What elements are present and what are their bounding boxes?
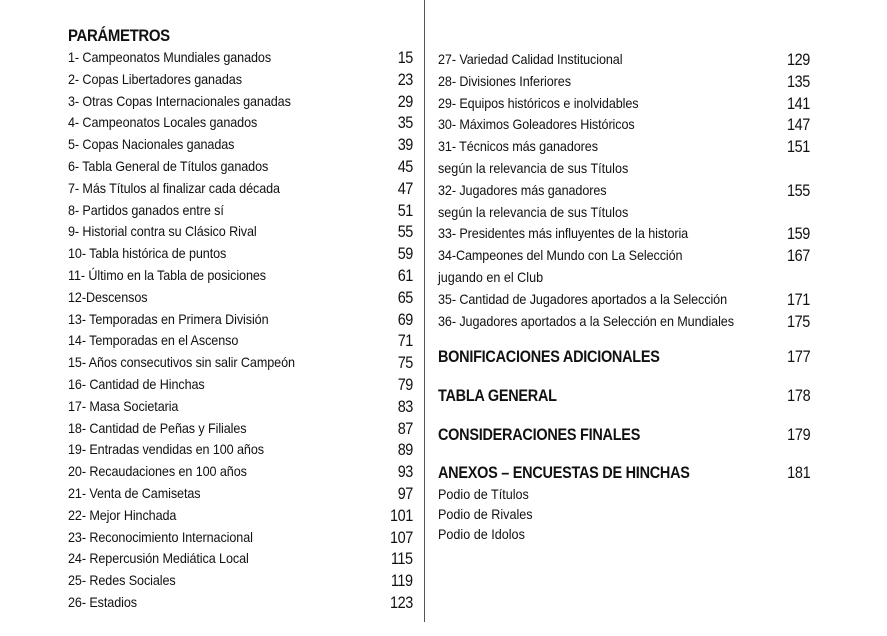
page-number: 65 <box>397 287 413 307</box>
index-entry <box>68 112 413 134</box>
entry-label: 14- Temporadas en el Ascenso <box>68 332 239 349</box>
page-number: 141 <box>787 93 810 113</box>
page-number: 155 <box>787 180 810 200</box>
page-number: 89 <box>397 440 413 460</box>
entry-label: 11- Último en la Tabla de posiciones <box>68 266 267 283</box>
index-entry <box>68 47 413 69</box>
index-entry <box>68 134 413 156</box>
entry-label: 32- Jugadores más ganadores <box>438 181 607 198</box>
index-entry <box>438 311 810 333</box>
entry-label: 9- Historial contra su Clásico Rival <box>68 223 257 240</box>
section-consideraciones <box>438 424 810 446</box>
entry-label: 5- Copas Nacionales ganadas <box>68 136 235 153</box>
entry-label: 23- Reconocimiento Internacional <box>68 528 253 545</box>
left-index-list <box>68 47 413 614</box>
page-number: 159 <box>787 224 810 244</box>
index-entry <box>438 180 810 202</box>
entry-label: 6- Tabla General de Títulos ganados <box>68 157 269 174</box>
continuation-text: jugando en el Club <box>438 268 544 285</box>
entry-label: 15- Años consecutivos sin salir Campeón <box>68 354 295 371</box>
index-entry <box>68 287 413 309</box>
page-number: 79 <box>397 374 413 394</box>
index-entry <box>68 200 413 222</box>
page-number: 35 <box>397 113 413 133</box>
page-number: 151 <box>787 137 810 157</box>
index-entry <box>68 265 413 287</box>
page-number: 119 <box>391 571 413 591</box>
page-number: 178 <box>786 386 810 406</box>
entry-label: 8- Partidos ganados entre sí <box>68 201 224 218</box>
entry-label: 18- Cantidad de Peñas y Filiales <box>68 419 247 436</box>
page-number: 97 <box>397 483 413 503</box>
page-number: 61 <box>397 265 413 285</box>
entry-label: 24- Repercusión Mediática Local <box>68 550 249 567</box>
page-number: 115 <box>391 549 413 569</box>
page-number: 147 <box>787 115 810 135</box>
index-entry <box>68 483 413 505</box>
index-entry <box>68 527 413 549</box>
page-number: 101 <box>390 505 413 525</box>
entry-label: 28- Divisiones Inferiores <box>438 72 571 89</box>
index-entry <box>68 330 413 352</box>
entry-label: 19- Entradas vendidas en 100 años <box>68 441 264 458</box>
entry-label: 31- Técnicos más ganadores <box>438 138 598 155</box>
page-number: 47 <box>397 178 413 198</box>
entry-label: 30- Máximos Goleadores Históricos <box>438 116 635 133</box>
index-entry <box>438 223 810 245</box>
index-entry <box>438 93 810 115</box>
page-number: 51 <box>397 200 413 220</box>
index-entry <box>68 396 413 418</box>
entry-label: 27- Variedad Calidad Institucional <box>438 51 623 67</box>
page-number: 171 <box>787 289 810 309</box>
page-number: 45 <box>397 156 413 176</box>
annex-item-label: Podio de Rivales <box>438 506 533 523</box>
index-entry <box>68 352 413 374</box>
section-title: BONIFICACIONES ADICIONALES <box>438 347 660 367</box>
page-number: 181 <box>786 463 810 483</box>
page-number: 29 <box>397 91 413 111</box>
index-entry <box>68 505 413 527</box>
page-number: 123 <box>390 592 413 612</box>
page-number: 15 <box>397 48 413 67</box>
page-number: 87 <box>397 418 413 438</box>
continuation-text: según la relevancia de sus Títulos <box>438 159 629 176</box>
annex-item-label: Podio de Títulos <box>438 486 529 503</box>
index-entry <box>438 289 810 311</box>
entry-continuation <box>438 158 810 180</box>
page-number: 93 <box>397 462 413 482</box>
entry-label: 13- Temporadas en Primera División <box>68 310 269 327</box>
entry-label: 22- Mejor Hinchada <box>68 506 177 523</box>
entry-label: 2- Copas Libertadores ganadas <box>68 70 242 87</box>
index-entry <box>68 418 413 440</box>
continuation-text: según la relevancia de sus Títulos <box>438 203 629 220</box>
section-bonificaciones <box>438 346 810 368</box>
index-entry <box>68 461 413 483</box>
index-entry <box>68 69 413 91</box>
page-number: 75 <box>397 353 413 373</box>
index-entry <box>68 374 413 396</box>
right-index-list <box>438 49 810 332</box>
page-number: 107 <box>390 527 413 547</box>
page-number: 83 <box>397 396 413 416</box>
index-entry <box>438 114 810 136</box>
page-number: 59 <box>397 244 413 264</box>
entry-label: 25- Redes Sociales <box>68 572 176 589</box>
entry-label: 7- Más Títulos al finalizar cada década <box>68 179 280 196</box>
entry-label: 36- Jugadores aportados a la Selección en Mundiales <box>438 312 734 329</box>
entry-label: 34-Campeones del Mundo con La Selección <box>438 247 683 264</box>
page-number: 23 <box>397 69 413 89</box>
entry-label: 4- Campeonatos Locales ganados <box>68 114 258 131</box>
annex-item-label: Podio de Idolos <box>438 526 525 543</box>
page-number: 55 <box>397 222 413 242</box>
entry-label: 33- Presidentes más influyentes de la historia <box>438 225 689 242</box>
index-entry <box>68 439 413 461</box>
entry-continuation <box>438 202 810 224</box>
index-entry <box>438 245 810 267</box>
page-number: 129 <box>787 50 810 69</box>
index-entry <box>68 309 413 331</box>
entry-label: 20- Recaudaciones en 100 años <box>68 463 247 480</box>
index-entry <box>68 156 413 178</box>
page-number: 177 <box>786 347 810 367</box>
section-title: ANEXOS – ENCUESTAS DE HINCHAS <box>438 463 690 483</box>
index-entry <box>68 91 413 113</box>
entry-label: 1- Campeonatos Mundiales ganados <box>68 49 272 65</box>
column-divider <box>424 0 425 622</box>
annex-item <box>438 524 810 544</box>
section-title: CONSIDERACIONES FINALES <box>438 425 641 445</box>
entry-label: 21- Venta de Camisetas <box>68 484 201 501</box>
index-entry <box>68 178 413 200</box>
index-entry <box>68 570 413 592</box>
left-column <box>68 25 413 614</box>
annex-item <box>438 484 810 504</box>
entry-label: 29- Equipos históricos e inolvidables <box>438 94 639 111</box>
page-number: 179 <box>786 425 810 445</box>
entry-label: 12-Descensos <box>68 288 148 305</box>
annex-item <box>438 504 810 524</box>
page-number: 69 <box>397 309 413 329</box>
right-column <box>438 49 810 544</box>
entry-label: 3- Otras Copas Internacionales ganadas <box>68 92 291 109</box>
page-number: 167 <box>787 246 810 266</box>
annex-list <box>438 484 810 544</box>
index-entry <box>68 592 413 614</box>
index-entry <box>438 49 810 71</box>
index-entry <box>438 136 810 158</box>
index-entry <box>68 548 413 570</box>
index-entry <box>68 243 413 265</box>
page-number: 135 <box>787 71 810 91</box>
page-number: 71 <box>397 331 413 351</box>
entry-label: 35- Cantidad de Jugadores aportados a la Selección <box>438 290 727 307</box>
entry-label: 17- Masa Societaria <box>68 397 179 414</box>
entry-continuation <box>438 267 810 289</box>
page-number: 39 <box>397 135 413 155</box>
section-tabla-general <box>438 385 810 407</box>
entry-label: 26- Estadios <box>68 593 137 610</box>
entry-label: 16- Cantidad de Hinchas <box>68 375 205 392</box>
section-anexos <box>438 462 810 484</box>
section-title: TABLA GENERAL <box>438 386 557 406</box>
index-entry <box>438 71 810 93</box>
page-number: 175 <box>787 311 810 331</box>
entry-label: 10- Tabla histórica de puntos <box>68 245 227 262</box>
index-entry <box>68 221 413 243</box>
section-heading-parametros: PARÁMETROS <box>68 26 170 45</box>
